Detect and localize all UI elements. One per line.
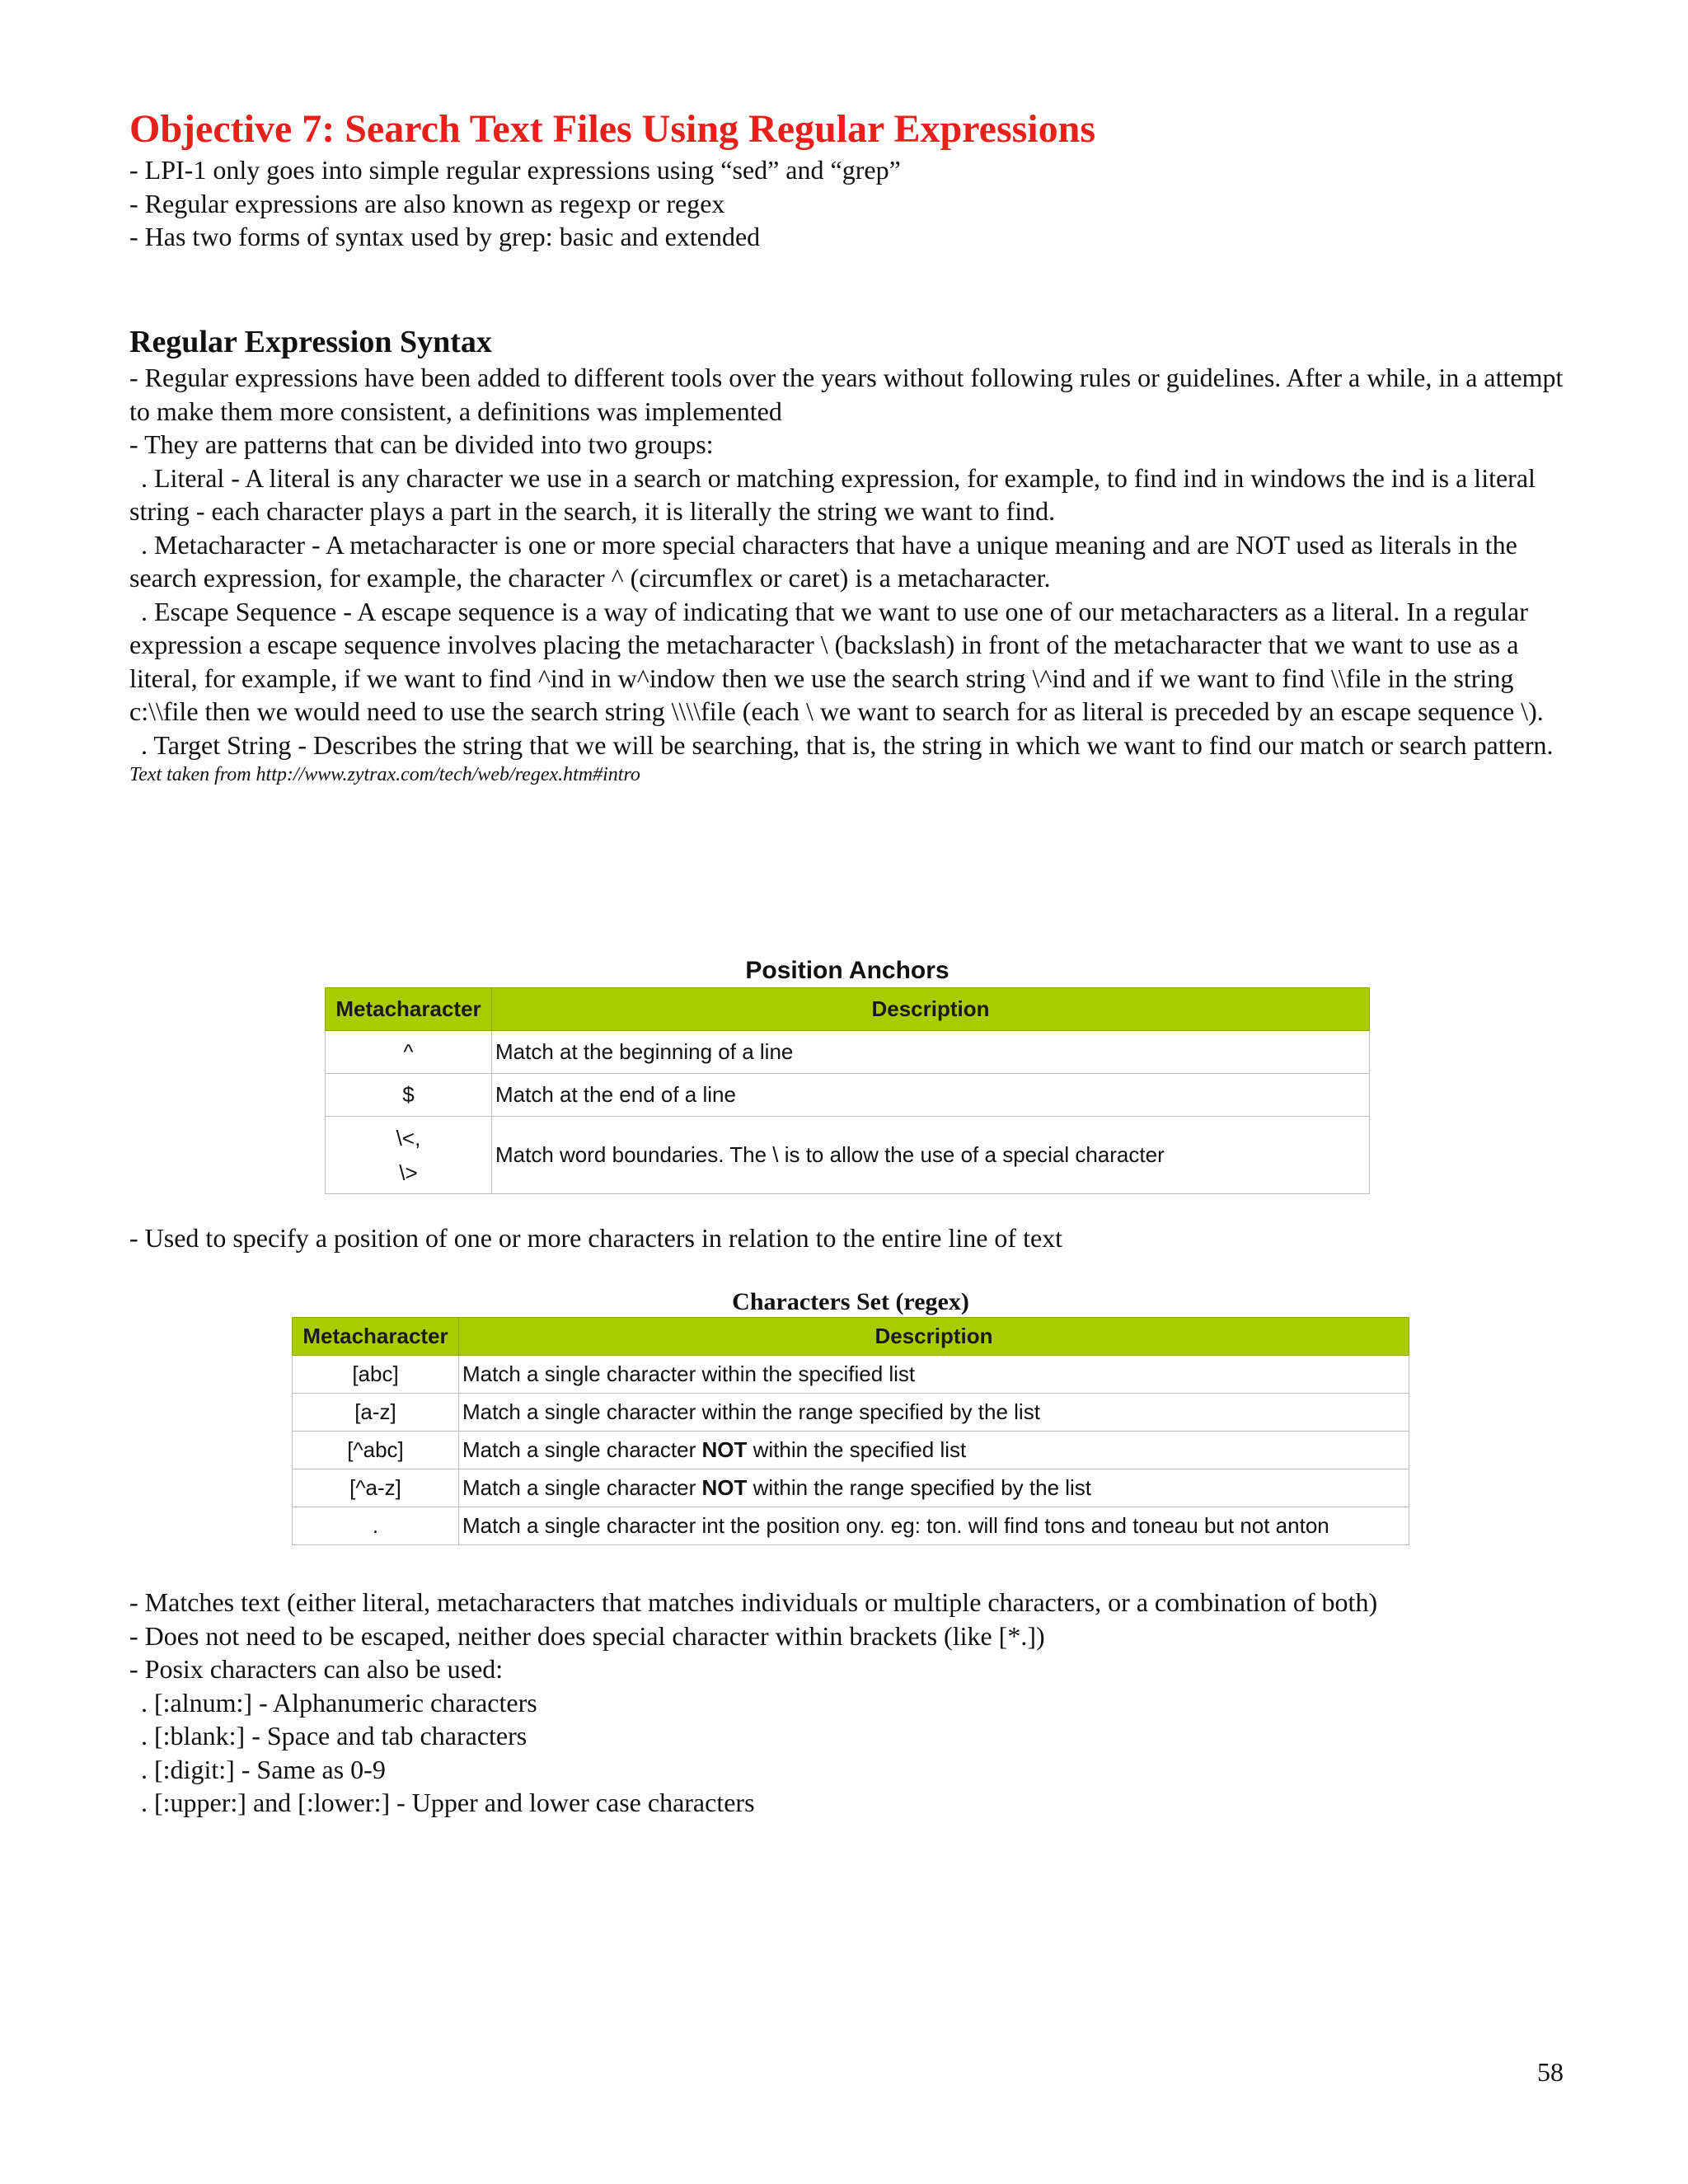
objective-section bbox=[129, 105, 1580, 254]
source-citation: Text taken from http://www.zytrax.com/tech/web/regex.htm#intro bbox=[129, 764, 640, 785]
table-row bbox=[293, 1469, 1409, 1507]
description-text: Match a single character bbox=[462, 1437, 702, 1462]
table-row bbox=[326, 1074, 1370, 1117]
target-string-definition: . Target String - Describes the string that we will be searching, that is, the string in which we want to find our match or search pattern. bbox=[141, 729, 1554, 760]
literal-definition: . Literal - A literal is any character we use in a search or matching expression, for example, to find ind in windows the ind is a literal string - each character plays a part in the search, it is literally the string we want to find. bbox=[129, 462, 1536, 526]
posix-class-item: . [:upper:] and [:lower:] - Upper and lower case characters bbox=[141, 1788, 755, 1817]
note-line: - Matches text (either literal, metacharacters that matches individuals or multiple characters, or a combination of both) bbox=[129, 1587, 1378, 1617]
syntax-paragraph: - Regular expressions have been added to different tools over the years without following rules or guidelines. After a while, in a attempt to make them more consistent, a definitions was implemented bbox=[129, 363, 1564, 426]
metacharacter-cell: [abc] bbox=[293, 1356, 459, 1394]
metacharacter-cell: [a-z] bbox=[293, 1394, 459, 1432]
column-header: Description bbox=[459, 1318, 1409, 1356]
description-cell: Match at the beginning of a line bbox=[492, 1031, 1370, 1074]
posix-class-item: . [:blank:] - Space and tab characters bbox=[141, 1721, 528, 1750]
metacharacter-cell: [^a-z] bbox=[293, 1469, 459, 1507]
metacharacter-cell: [^abc] bbox=[293, 1432, 459, 1469]
description-cell: Match word boundaries. The \ is to allow the use of a special character bbox=[492, 1117, 1370, 1194]
table-caption: Characters Set (regex) bbox=[732, 1288, 969, 1315]
description-text: within the range specified by the list bbox=[747, 1475, 1092, 1500]
description-cell: Match a single character within the range specified by the list bbox=[459, 1394, 1409, 1432]
syntax-section bbox=[129, 323, 1573, 788]
table-row bbox=[293, 1356, 1409, 1394]
description-cell: Match a single character within the specified list bbox=[459, 1356, 1409, 1394]
metacharacter-definition: . Metacharacter - A metacharacter is one or more special characters that have a unique meaning and are NOT used as literals in the search expression, for example, the character ^ (circumflex or caret) is a metacharacter. bbox=[129, 529, 1517, 593]
posix-class-item: . [:digit:] - Same as 0-9 bbox=[141, 1754, 386, 1784]
character-set-table bbox=[292, 1317, 1409, 1545]
table-row bbox=[326, 1117, 1370, 1194]
posix-class-item: . [:alnum:] - Alphanumeric characters bbox=[141, 1687, 537, 1718]
description-cell bbox=[459, 1432, 1409, 1469]
page-title: Objective 7: Search Text Files Using Regular Expressions bbox=[129, 107, 1096, 151]
column-header: Metacharacter bbox=[293, 1318, 459, 1356]
table-row bbox=[293, 1394, 1409, 1432]
character-set-notes bbox=[129, 1586, 1580, 1820]
description-text: Match a single character bbox=[462, 1475, 702, 1500]
column-header: Metacharacter bbox=[326, 988, 492, 1031]
table-header-row bbox=[293, 1318, 1409, 1356]
intro-line: - Regular expressions are also known as regexp or regex bbox=[129, 188, 725, 218]
table-caption: Position Anchors bbox=[745, 957, 950, 984]
metacharacter-cell: ^ bbox=[326, 1031, 492, 1074]
section-heading: Regular Expression Syntax bbox=[129, 325, 492, 359]
description-cell bbox=[459, 1469, 1409, 1507]
description-cell: Match at the end of a line bbox=[492, 1074, 1370, 1117]
syntax-paragraph: - They are patterns that can be divided into two groups: bbox=[129, 429, 714, 459]
emphasis-text: NOT bbox=[701, 1475, 748, 1500]
symbol-line: \> bbox=[399, 1160, 418, 1185]
note-line: - Posix characters can also be used: bbox=[129, 1654, 504, 1684]
note-line: - Does not need to be escaped, neither does special character within brackets (like [*.]) bbox=[129, 1620, 1045, 1651]
metacharacter-cell: $ bbox=[326, 1074, 492, 1117]
table-row bbox=[293, 1432, 1409, 1469]
escape-sequence-definition: . Escape Sequence - A escape sequence is a way of indicating that we want to use one of our metacharacters as a literal. In a regular expression a escape sequence involves placing the metacharacter \ (backslash) in front of the metacharacter that we want to use as a literal, for example, if we want to find ^ind in w^indow then we use the search string \^ind and if we want to find \\file in the string c:\\file then we would need to use the search string \\\\file (each \ we want to search for as literal is preceded by an escape sequence \). bbox=[129, 596, 1544, 726]
metacharacter-cell bbox=[326, 1117, 492, 1194]
page-number: 58 bbox=[1537, 2057, 1564, 2087]
emphasis-text: NOT bbox=[701, 1437, 748, 1462]
anchors-note: - Used to specify a position of one or more characters in relation to the entire line of text bbox=[129, 1223, 1063, 1253]
table-header-row bbox=[326, 988, 1370, 1031]
description-text: within the specified list bbox=[747, 1437, 967, 1462]
position-anchors-table bbox=[325, 987, 1370, 1194]
table-row bbox=[326, 1031, 1370, 1074]
table-row bbox=[293, 1507, 1409, 1545]
column-header: Description bbox=[492, 988, 1370, 1031]
intro-line: - Has two forms of syntax used by grep: basic and extended bbox=[129, 222, 761, 251]
position-anchors-block bbox=[325, 954, 1370, 1194]
description-cell: Match a single character int the position ony. eg: ton. will find tons and toneau but not anton bbox=[459, 1507, 1409, 1545]
symbol-line: \<, bbox=[396, 1125, 421, 1151]
intro-line: - LPI-1 only goes into simple regular expressions using “sed” and “grep” bbox=[129, 155, 901, 185]
character-set-block bbox=[292, 1287, 1409, 1545]
metacharacter-cell: . bbox=[293, 1507, 459, 1545]
